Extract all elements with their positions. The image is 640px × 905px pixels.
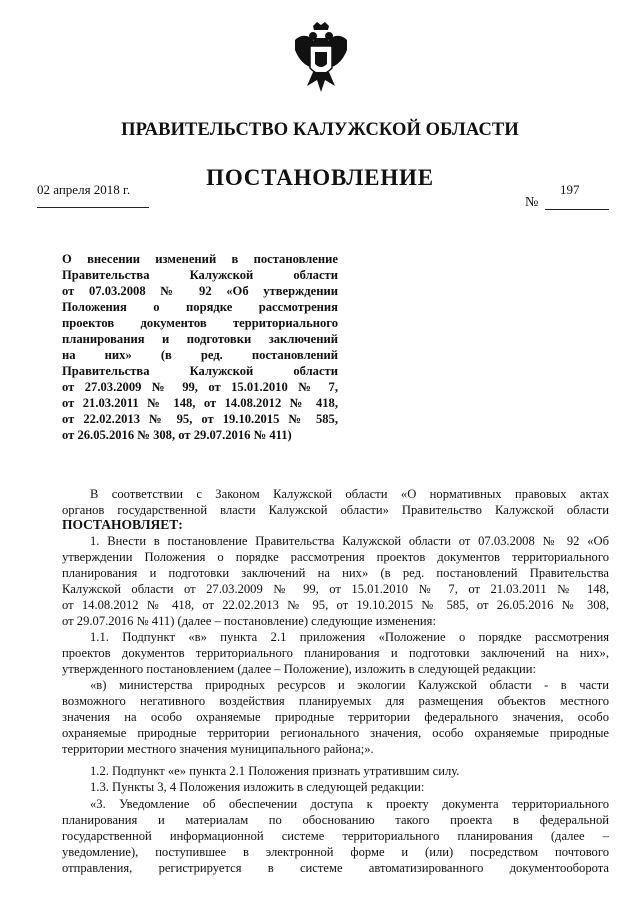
title-line: О внесении изменений в постановление bbox=[62, 252, 338, 266]
title-line: на них» (в ред. постановлений bbox=[62, 348, 338, 362]
document-type: ПОСТАНОВЛЕНИЕ bbox=[206, 165, 434, 190]
document-date: 02 апреля 2018 г. bbox=[37, 182, 131, 197]
title-line: от 27.03.2009 № 99, от 15.01.2010 № 7, bbox=[62, 380, 338, 394]
body-line: возможного негативного воздействия планируемых для размещения объектов местного bbox=[62, 694, 609, 708]
body-line: значения на особо охраняемые природные территории федерального значения, особо bbox=[62, 710, 609, 724]
title-line: Положения о порядке рассмотрения bbox=[62, 300, 338, 314]
body-line: территории местного значения муниципального района;». bbox=[62, 742, 374, 756]
title-line: проектов документов территориального bbox=[62, 316, 338, 330]
body-line: «3. Уведомление об обеспечении доступа к проекту документа территориального bbox=[90, 797, 609, 811]
body-line: утвержденного постановлением (далее – Положение), изложить в следующей редакции: bbox=[62, 662, 536, 676]
body-line: от 29.07.2016 № 411) (далее – постановление) следующие изменения: bbox=[62, 614, 436, 628]
title-line: Правительства Калужской области bbox=[62, 268, 338, 282]
body-line: планирования и материалам по обоснованию такого проекта в федеральной bbox=[62, 813, 609, 827]
resolution-word: ПОСТАНОВЛЯЕТ: bbox=[62, 517, 183, 532]
title-line: от 26.05.2016 № 308, от 29.07.2016 № 411) bbox=[62, 428, 292, 442]
body-line: Калужской области от 27.03.2009 № 99, от 15.01.2010 № 7, от 21.03.2011 № 148, bbox=[62, 582, 609, 596]
body-line: «в) министерства природных ресурсов и экологии Калужской области - в части bbox=[90, 678, 609, 692]
document-number: 197 bbox=[560, 182, 580, 197]
body-line: органов государственной власти Калужской области» Правительство Калужской области bbox=[62, 503, 609, 517]
title-line: от 07.03.2008 № 92 «Об утверждении bbox=[62, 284, 338, 298]
body-line: уведомление), поступившее в электронной форме и (или) посредством почтового bbox=[62, 845, 609, 859]
body-line: 1.3. Пункты 3, 4 Положения изложить в следующей редакции: bbox=[90, 780, 425, 794]
body-line: 1.1. Подпункт «в» пункта 2.1 приложения «Положение о порядке рассмотрения bbox=[90, 630, 609, 644]
date-underline bbox=[37, 207, 149, 208]
title-line: Правительства Калужской области bbox=[62, 364, 338, 378]
title-line: планирования и подготовки заключений bbox=[62, 332, 338, 346]
body-line: планирования и подготовки заключений на них» (в ред. постановлений Правительства bbox=[62, 566, 609, 580]
body-line: государственной информационной системе территориального планирования (далее – bbox=[62, 829, 609, 843]
body-line: отправления, регистрируется в системе автоматизированного документооборота bbox=[62, 861, 609, 875]
title-line: от 22.02.2013 № 95, от 19.10.2015 № 585, bbox=[62, 412, 338, 426]
number-underline bbox=[545, 209, 609, 210]
body-line: охраняемые природные территории регионального значения, особо охраняемые природные bbox=[62, 726, 609, 740]
body-line: проектов документов территориального планирования и подготовки заключений на них», bbox=[62, 646, 609, 660]
body-line: В соответствии с Законом Калужской области «О нормативных правовых актах bbox=[90, 487, 609, 501]
body-line: 1.2. Подпункт «е» пункта 2.1 Положения признать утратившим силу. bbox=[90, 764, 460, 778]
number-prefix: № bbox=[525, 195, 539, 210]
organization-name: ПРАВИТЕЛЬСТВО КАЛУЖСКОЙ ОБЛАСТИ bbox=[121, 120, 519, 140]
body-line: утверждении Положения о порядке рассмотрения проектов документов территориального bbox=[62, 550, 609, 564]
coat-of-arms-icon bbox=[291, 20, 351, 100]
title-line: от 21.03.2011 № 148, от 14.08.2012 № 418, bbox=[62, 396, 338, 410]
body-line: от 14.08.2012 № 418, от 22.02.2013 № 95, от 19.10.2015 № 585, от 26.05.2016 № 308, bbox=[62, 598, 609, 612]
body-line: 1. Внести в постановление Правительства Калужской области от 07.03.2008 № 92 «Об bbox=[90, 534, 609, 548]
